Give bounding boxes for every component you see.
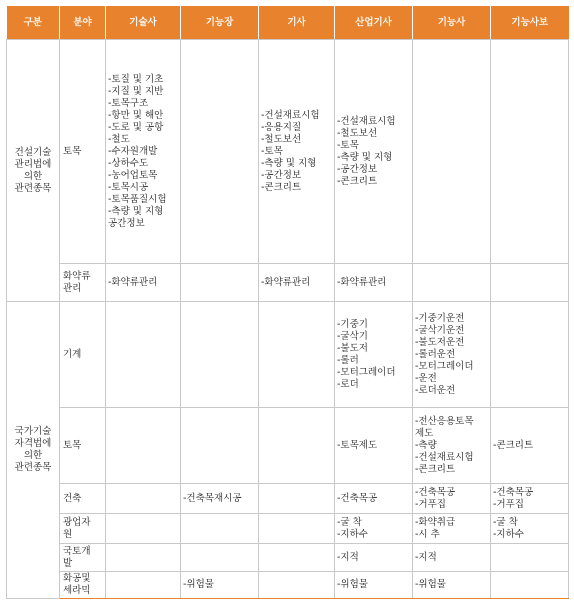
table-cell: -건설재료시험 -철도보선 -토목 -측량 및 지형 -공간정보 -콘크리트 <box>335 40 413 264</box>
table-cell: -굴 착 -지하수 <box>335 514 413 544</box>
table-cell: -콘크리트 <box>491 408 569 484</box>
table-cell <box>259 484 335 514</box>
table-cell: -화약류관리 <box>335 264 413 302</box>
table-cell <box>181 302 259 408</box>
row-field: 건축 <box>60 484 106 514</box>
header-master-craftsman: 기능장 <box>181 6 259 40</box>
table-cell: -건축목공 -거푸집 <box>413 484 491 514</box>
table-row <box>7 572 569 599</box>
table-cell <box>413 40 491 264</box>
table-cell <box>259 572 335 599</box>
table-cell <box>181 544 259 572</box>
table-cell <box>181 40 259 264</box>
table-cell: -토질 및 기초 -지질 및 지반 -토목구조 -항만 및 해안 -도로 및 공항 -철도 -수자원개발 -상하수도 -농어업토목 -토목시공 -토목품질시험 -측량 및 지형 공간정보 <box>106 40 181 264</box>
row-field: 국토개 발 <box>60 544 106 572</box>
table-cell: -건축목공 -거푸집 <box>491 484 569 514</box>
table-cell <box>259 514 335 544</box>
table-cell: -토목제도 <box>335 408 413 484</box>
table-cell <box>491 572 569 599</box>
header-assistant-craftsman: 기능사보 <box>491 6 569 40</box>
header-field: 분야 <box>60 6 106 40</box>
table-cell <box>259 302 335 408</box>
table-cell <box>106 572 181 599</box>
row-field: 화약류 관리 <box>60 264 106 302</box>
table-cell <box>491 302 569 408</box>
table-cell: -화약취급 -시 추 <box>413 514 491 544</box>
table-row <box>7 40 569 264</box>
row-field: 토목 <box>60 40 106 264</box>
table-cell: -화약류관리 <box>106 264 181 302</box>
table-cell <box>106 514 181 544</box>
table-cell <box>259 408 335 484</box>
group-label: 건설기술 관리법에 의한 관련종목 <box>7 40 60 302</box>
row-field: 기계 <box>60 302 106 408</box>
table-cell: -지적 <box>413 544 491 572</box>
qualification-table <box>6 6 569 599</box>
table-cell <box>106 544 181 572</box>
table-cell <box>181 264 259 302</box>
table-row <box>7 264 569 302</box>
table-cell <box>181 408 259 484</box>
header-row <box>7 6 569 40</box>
table-cell <box>491 544 569 572</box>
header-craftsman: 기능사 <box>413 6 491 40</box>
table-cell <box>491 40 569 264</box>
header-industrial-engineer: 산업기사 <box>335 6 413 40</box>
table-cell <box>106 408 181 484</box>
table-cell: -위험물 <box>335 572 413 599</box>
table-cell: -건축목공 <box>335 484 413 514</box>
table-cell: -건설재료시험 -응용지질 -철도보선 -토목 -측량 및 지형 -공간정보 -콘크리트 <box>259 40 335 264</box>
table-row <box>7 408 569 484</box>
table-cell: -전산응용토목 제도 -측량 -건설재료시험 -콘크리트 <box>413 408 491 484</box>
table-row <box>7 544 569 572</box>
header-professional-engineer: 기술사 <box>106 6 181 40</box>
table-row <box>7 302 569 408</box>
table-cell: -기중기운전 -굴삭기운전 -불도저운전 -롤러운전 -모터그레이더 -운전 -로더운전 <box>413 302 491 408</box>
table-cell: -굴 착 -지하수 <box>491 514 569 544</box>
table-cell: -지적 <box>335 544 413 572</box>
table-cell: -위험물 <box>413 572 491 599</box>
table-cell <box>491 264 569 302</box>
table-cell <box>259 544 335 572</box>
row-field: 화공및 세라믹 <box>60 572 106 599</box>
table-cell <box>106 484 181 514</box>
table-cell <box>413 264 491 302</box>
row-field: 광업자 원 <box>60 514 106 544</box>
row-field: 토목 <box>60 408 106 484</box>
table-cell: -건축목재시공 <box>181 484 259 514</box>
header-category: 구분 <box>7 6 60 40</box>
table-cell: -기중기 -굴삭기 -불도저 -롤러 -모터그레이더 -로더 <box>335 302 413 408</box>
table-cell: -화약류관리 <box>259 264 335 302</box>
table-row <box>7 514 569 544</box>
table-cell <box>181 514 259 544</box>
table-cell: -위험물 <box>181 572 259 599</box>
table-cell <box>106 302 181 408</box>
header-engineer: 기사 <box>259 6 335 40</box>
table-row <box>7 484 569 514</box>
group-label: 국가기술 자격법에 의한 관련종목 <box>7 302 60 599</box>
